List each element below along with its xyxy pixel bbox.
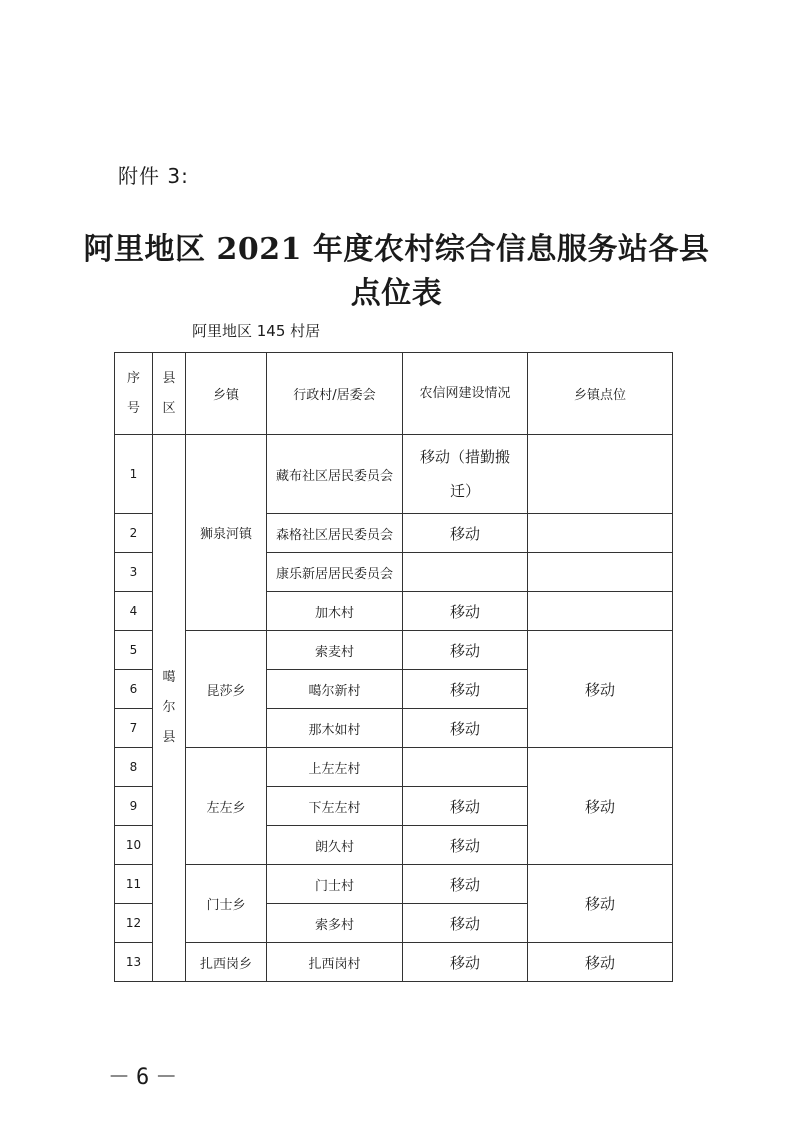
table-row: 4 加木村 移动 xyxy=(115,592,673,631)
title-line-1: 阿里地区 2021 年度农村综合信息服务站各县 xyxy=(83,232,710,267)
town-point-cell: 移动 xyxy=(528,748,673,865)
title-line-2: 点位表 xyxy=(350,276,443,311)
town-point-cell: 移动 xyxy=(528,943,673,982)
town-cell: 昆莎乡 xyxy=(186,631,267,748)
town-cell: 左左乡 xyxy=(186,748,267,865)
table-row: 13 扎西岗乡 扎西岗村 移动 移动 xyxy=(115,943,673,982)
county-cell: 噶 尔 县 xyxy=(153,435,186,982)
town-cell: 狮泉河镇 xyxy=(186,435,267,631)
header-county: 县 区 xyxy=(153,353,186,435)
table-row: 7 那木如村 移动 xyxy=(115,709,673,748)
table-row: 11 门士乡 门士村 移动 移动 xyxy=(115,865,673,904)
table-row: 2 森格社区居民委员会 移动 xyxy=(115,514,673,553)
site-table xyxy=(114,352,673,982)
town-point-cell: 移动 xyxy=(528,631,673,748)
table-row: 9 下左左村 移动 xyxy=(115,787,673,826)
town-cell: 门士乡 xyxy=(186,865,267,943)
page-number: －6－ xyxy=(108,1065,184,1090)
header-seq: 序 号 xyxy=(115,353,153,435)
table-row: 8 左左乡 上左左村 移动 xyxy=(115,748,673,787)
table-row: 1 噶 尔 县 狮泉河镇 藏布社区居民委员会 移动（措勤搬迁） xyxy=(115,435,673,514)
header-network: 农信网建设情况 xyxy=(403,353,528,435)
table-row: 5 昆莎乡 索麦村 移动 移动 xyxy=(115,631,673,670)
table-row: 3 康乐新居居民委员会 xyxy=(115,553,673,592)
subtitle: 阿里地区 145 村居 xyxy=(192,322,321,340)
table-header-row xyxy=(115,353,673,435)
table-row: 10 朗久村 移动 xyxy=(115,826,673,865)
table-row: 12 索多村 移动 xyxy=(115,904,673,943)
document-title xyxy=(80,228,713,316)
town-cell: 扎西岗乡 xyxy=(186,943,267,982)
header-town-point: 乡镇点位 xyxy=(528,353,673,435)
town-point-cell: 移动 xyxy=(528,865,673,943)
attachment-label: 附件 3: xyxy=(118,164,189,188)
header-town: 乡镇 xyxy=(186,353,267,435)
table-row: 6 噶尔新村 移动 xyxy=(115,670,673,709)
header-village: 行政村/居委会 xyxy=(267,353,403,435)
